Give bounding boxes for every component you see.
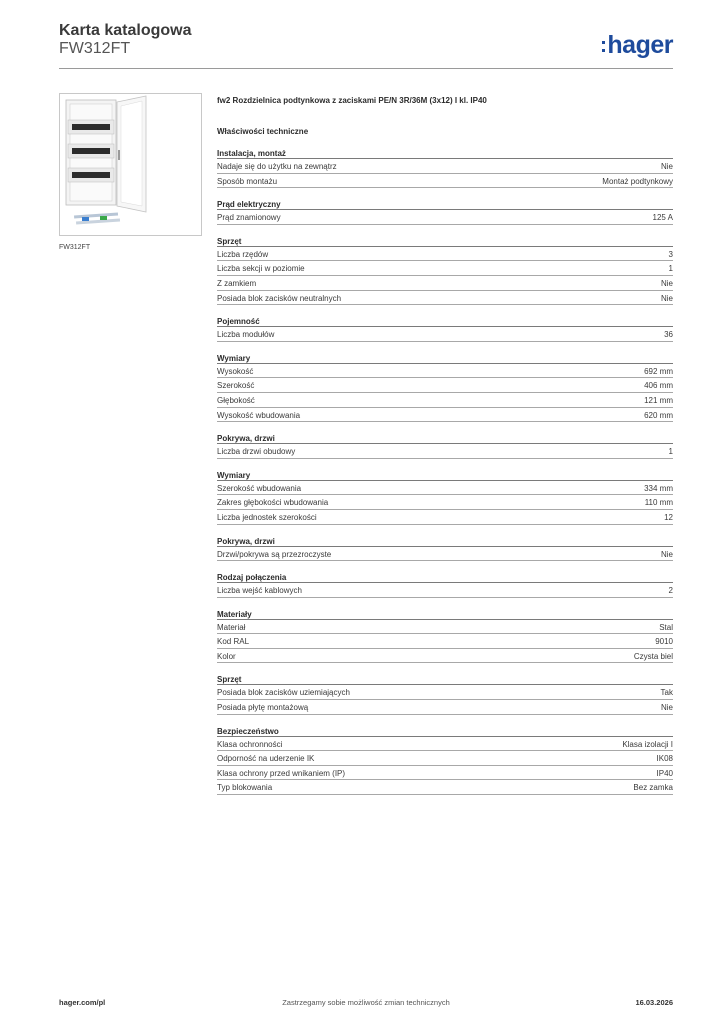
spec-row bbox=[217, 766, 673, 781]
spec-section bbox=[217, 727, 673, 795]
spec-row bbox=[217, 444, 673, 459]
section-title: Pokrywa, drzwi bbox=[217, 434, 673, 444]
page-header bbox=[59, 22, 673, 69]
spec-row bbox=[217, 583, 673, 598]
spec-value: Nie bbox=[660, 293, 673, 303]
spec-label: Kolor bbox=[217, 651, 236, 661]
spec-label: Nadaje się do użytku na zewnątrz bbox=[217, 162, 337, 171]
distribution-board-icon bbox=[60, 94, 201, 235]
product-code: FW312FT bbox=[59, 40, 131, 57]
spec-value: IP40 bbox=[656, 768, 673, 778]
spec-value: 334 mm bbox=[644, 483, 673, 493]
spec-label: Klasa ochrony przed wnikaniem (IP) bbox=[217, 768, 346, 778]
spec-value: Nie bbox=[660, 278, 673, 288]
spec-row bbox=[217, 247, 673, 262]
spec-section bbox=[217, 610, 673, 664]
spec-section bbox=[217, 434, 673, 459]
spec-label: Liczba sekcji w poziomie bbox=[217, 264, 305, 274]
spec-row bbox=[217, 174, 673, 189]
page-footer bbox=[59, 998, 673, 1010]
spec-section bbox=[217, 200, 673, 225]
section-title: Pojemność bbox=[217, 317, 673, 327]
section-title: Wymiary bbox=[217, 354, 673, 364]
product-image bbox=[59, 93, 202, 236]
spec-label: Szerokość bbox=[217, 381, 255, 391]
image-caption: FW312FT bbox=[59, 244, 91, 251]
section-title: Materiały bbox=[217, 610, 673, 620]
spec-value: Montaż podtynkowy bbox=[602, 176, 673, 186]
spec-heading: Właściwości techniczne bbox=[217, 127, 309, 136]
spec-value: 121 mm bbox=[644, 395, 673, 405]
spec-label: Klasa ochronności bbox=[217, 739, 283, 749]
spec-row bbox=[217, 159, 673, 174]
spec-row bbox=[217, 481, 673, 496]
spec-label: Drzwi/pokrywa są przezroczyste bbox=[217, 549, 332, 559]
spec-label: Wysokość bbox=[217, 366, 254, 376]
spec-label: Posiada płytę montażową bbox=[217, 703, 309, 713]
spec-row bbox=[217, 364, 673, 379]
spec-row bbox=[217, 495, 673, 510]
spec-value: 9010 bbox=[655, 637, 673, 647]
spec-row bbox=[217, 327, 673, 342]
footer-date: 16.03.2026 bbox=[635, 998, 673, 1007]
spec-label: Sposób montażu bbox=[217, 176, 278, 186]
spec-value: 2 bbox=[668, 586, 673, 596]
spec-label: Kod RAL bbox=[217, 637, 250, 647]
spec-value: Nie bbox=[660, 162, 673, 171]
spec-label: Zakres głębokości wbudowania bbox=[217, 498, 329, 508]
spec-label: Z zamkiem bbox=[217, 278, 257, 288]
spec-value: 620 mm bbox=[644, 410, 673, 420]
product-title: fw2 Rozdzielnica podtynkowa z zaciskami PE/N 3R/36M (3x12) I kl. IP40 bbox=[217, 96, 487, 105]
spec-row bbox=[217, 408, 673, 423]
page-title: Karta katalogowa bbox=[59, 22, 192, 39]
section-title: Sprzęt bbox=[217, 675, 673, 685]
section-title: Sprzęt bbox=[217, 237, 673, 247]
spec-value: 12 bbox=[664, 512, 673, 522]
spec-value: 125 A bbox=[652, 213, 673, 223]
spec-label: Wysokość wbudowania bbox=[217, 410, 301, 420]
spec-section bbox=[217, 317, 673, 342]
spec-value: Nie bbox=[660, 549, 673, 559]
spec-section bbox=[217, 237, 673, 305]
spec-sections bbox=[217, 149, 673, 795]
spec-label: Odporność na uderzenie IK bbox=[217, 754, 315, 764]
section-title: Instalacja, montaż bbox=[217, 149, 673, 159]
spec-row bbox=[217, 547, 673, 562]
spec-row bbox=[217, 620, 673, 635]
spec-value: 36 bbox=[664, 330, 673, 340]
spec-section bbox=[217, 675, 673, 714]
spec-row bbox=[217, 700, 673, 715]
spec-label: Liczba drzwi obudowy bbox=[217, 447, 296, 457]
spec-label: Materiał bbox=[217, 622, 246, 632]
spec-label: Liczba rzędów bbox=[217, 249, 269, 259]
section-title: Prąd elektryczny bbox=[217, 200, 673, 210]
spec-row bbox=[217, 751, 673, 766]
spec-row bbox=[217, 291, 673, 306]
spec-row bbox=[217, 737, 673, 752]
spec-row bbox=[217, 685, 673, 700]
spec-row bbox=[217, 780, 673, 795]
spec-row bbox=[217, 210, 673, 225]
spec-label: Szerokość wbudowania bbox=[217, 483, 302, 493]
spec-label: Posiada blok zacisków neutralnych bbox=[217, 293, 342, 303]
spec-section bbox=[217, 354, 673, 422]
section-title: Rodzaj połączenia bbox=[217, 573, 673, 583]
section-title: Pokrywa, drzwi bbox=[217, 537, 673, 547]
spec-row bbox=[217, 276, 673, 291]
spec-label: Liczba modułów bbox=[217, 330, 275, 340]
spec-value: 1 bbox=[668, 264, 673, 274]
section-title: Wymiary bbox=[217, 471, 673, 481]
logo-text: hager bbox=[607, 31, 673, 59]
spec-row bbox=[217, 510, 673, 525]
spec-label: Prąd znamionowy bbox=[217, 213, 281, 223]
spec-value: Bez zamka bbox=[633, 783, 673, 793]
hager-logo[interactable] bbox=[602, 30, 673, 60]
spec-label: Posiada blok zacisków uziemiających bbox=[217, 688, 350, 698]
spec-label: Typ blokowania bbox=[217, 783, 273, 793]
spec-section bbox=[217, 471, 673, 525]
website-link[interactable]: hager.com/pl bbox=[59, 998, 106, 1007]
spec-value: 1 bbox=[668, 447, 673, 457]
spec-section bbox=[217, 573, 673, 598]
spec-value: Klasa izolacji I bbox=[622, 739, 673, 749]
logo-dots-icon bbox=[602, 41, 605, 52]
spec-value: Czysta biel bbox=[633, 651, 673, 661]
spec-row bbox=[217, 378, 673, 393]
footer-notice: Zastrzegamy sobie możliwość zmian technicznych bbox=[282, 998, 450, 1007]
spec-value: Stal bbox=[659, 622, 673, 632]
spec-value: Nie bbox=[660, 703, 673, 713]
spec-row bbox=[217, 634, 673, 649]
spec-value: Tak bbox=[660, 688, 673, 698]
spec-value: 110 mm bbox=[644, 498, 673, 508]
spec-row bbox=[217, 261, 673, 276]
spec-content bbox=[217, 96, 673, 795]
spec-row bbox=[217, 393, 673, 408]
spec-section bbox=[217, 537, 673, 562]
spec-value: IK08 bbox=[656, 754, 673, 764]
spec-row bbox=[217, 649, 673, 664]
spec-value: 3 bbox=[668, 249, 673, 259]
section-title: Bezpieczeństwo bbox=[217, 727, 673, 737]
spec-label: Liczba wejść kablowych bbox=[217, 586, 302, 596]
spec-label: Głębokość bbox=[217, 395, 255, 405]
spec-section bbox=[217, 149, 673, 188]
spec-label: Liczba jednostek szerokości bbox=[217, 512, 317, 522]
spec-value: 692 mm bbox=[644, 366, 673, 376]
spec-value: 406 mm bbox=[644, 381, 673, 391]
